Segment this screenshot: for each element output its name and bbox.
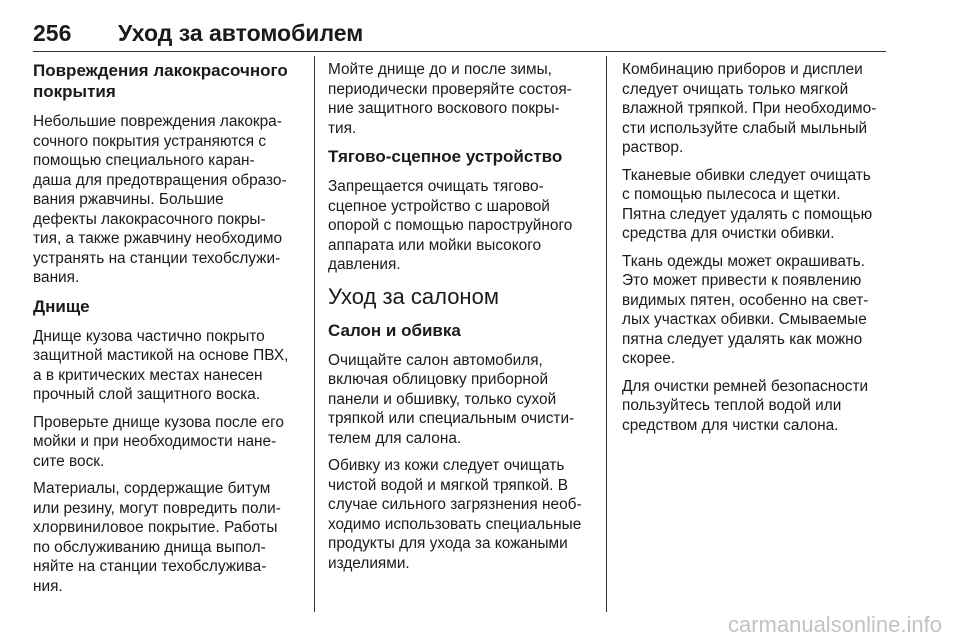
paragraph-clothing-dye: Ткань одежды может окрашивать. Это может привести к появлению видимых пятен, особенно на свет- лых участках обивки. Смываемые пятна следует удалять как можно скорее. — [622, 252, 869, 367]
paragraph-towbar: Запрещается очищать тягово- сцепное устройство с шаровой опорой с помощью пароструйного аппарата или мойки высокого давления. — [328, 178, 573, 273]
watermark: carmanualsonline.info — [727, 612, 942, 637]
column-1 — [33, 60, 305, 604]
paragraph-instrument-cluster: Комбинацию приборов и дисплеи следует очищать только мягкой влажной тряпкой. При необходимо- сти используйте слабый мыльный раствор. — [622, 61, 877, 156]
paragraph-underbody-coating: Днище кузова частично покрыто защитной мастикой на основе ПВХ, а в критических местах нанесен прочный слой защитного воска. — [33, 327, 289, 403]
column-divider-2 — [606, 56, 607, 612]
column-3 — [622, 60, 892, 443]
paragraph-paint-damage: Небольшие повреждения лакокра- сочного покрытия устраняются с помощью специального каран- даша для предотвращения образо- вания ржавчины. Большие дефекты лакокрасочного покры- тия, а также ржавчину необходимо устранять на станции техобслужи- вания. — [33, 113, 287, 286]
heading-underbody: Днище — [33, 296, 90, 316]
section-title: Уход за автомобилем — [118, 20, 364, 46]
column-2 — [328, 60, 600, 581]
paragraph-seat-belts: Для очистки ремней безопасности пользуйтесь теплой водой или средством для чистки салона. — [622, 377, 869, 434]
paragraph-leather: Обивку из кожи следует очищать чистой водой и мягкой тряпкой. В случае сильного загрязнения необ- ходимо использовать специальные продукты для ухода за кожаными изделиями. — [328, 457, 582, 572]
page-number: 256 — [33, 20, 72, 46]
paragraph-fabric: Тканевые обивки следует очищать с помощью пылесоса и щетки. Пятна следует удалять с помощью средства для очистки обивки. — [622, 166, 873, 242]
heading-interior-trim: Салон и обивка — [328, 320, 461, 340]
paragraph-underbody-materials: Материалы, сордержащие битум или резину, могут повредить поли- хлорвиниловое покрытие. Работы по обслуживанию днища выпол- няйте на станции техобслужива- ния. — [33, 480, 281, 595]
paragraph-interior-clean: Очищайте салон автомобиля, включая облицовку приборной панели и обшивку, только сухой тряпкой или специальным очисти- телем для салона. — [328, 351, 575, 447]
paragraph-winter-wash: Мойте днище до и после зимы, периодически проверяйте состоя- ние защитного воскового покры- тия. — [328, 61, 572, 137]
heading-interior-care: Уход за салоном — [328, 283, 499, 309]
page-header — [33, 20, 893, 50]
heading-paint-damage: Повреждения лакокрасочного покрытия — [33, 61, 288, 101]
column-divider-1 — [314, 56, 315, 612]
paragraph-underbody-check: Проверьте днище кузова после его мойки и при необходимости нане- сите воск. — [33, 413, 284, 470]
header-rule — [33, 51, 886, 52]
heading-towbar: Тягово-сцепное устройство — [328, 147, 563, 166]
